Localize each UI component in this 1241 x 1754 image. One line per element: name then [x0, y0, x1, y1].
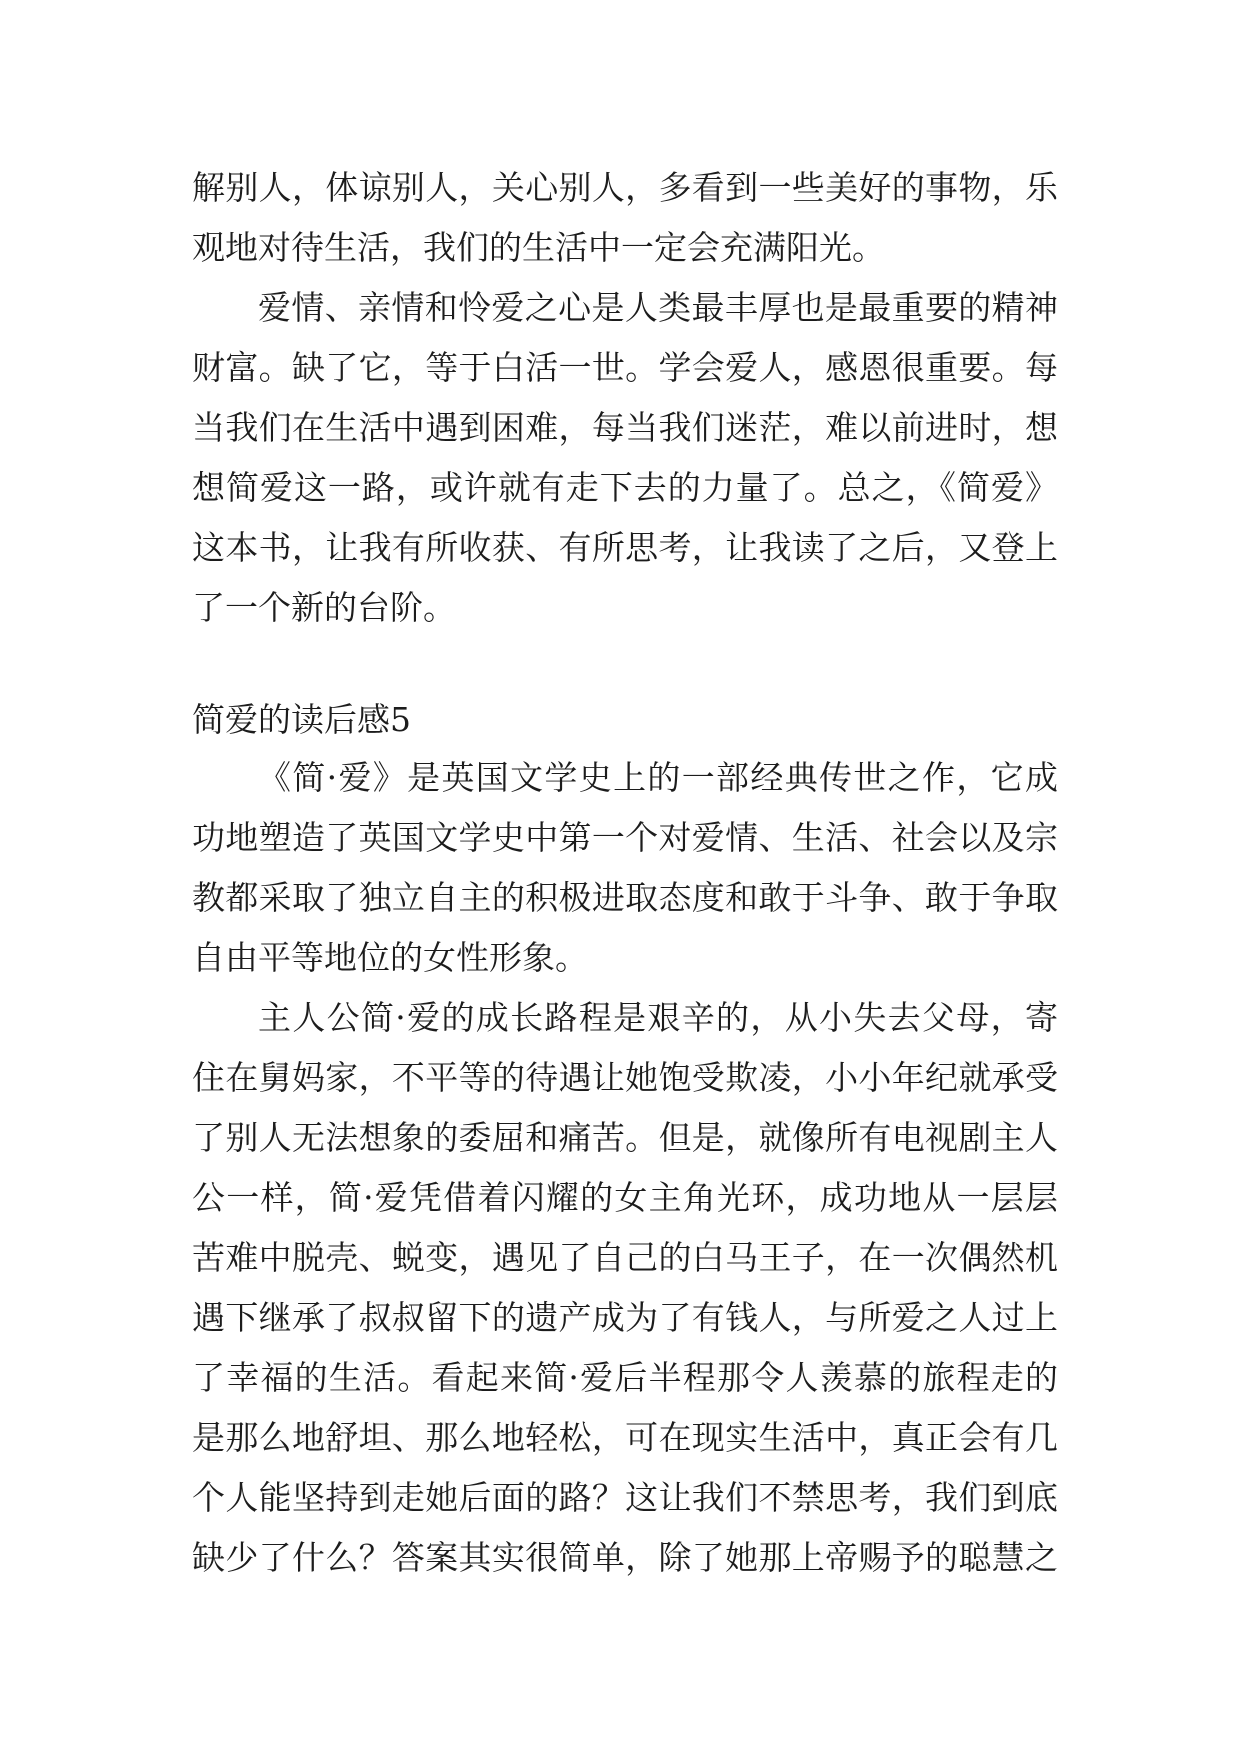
- text-line: 功地塑造了英国文学史中第一个对爱情、生活、社会以及宗: [192, 818, 1058, 857]
- text-line: 想简爱这一路，或许就有走下去的力量了。总之，《简爱》: [192, 468, 1058, 507]
- text-line: 个人能坚持到走她后面的路？这让我们不禁思考，我们到底: [192, 1478, 1058, 1517]
- text-line: 解别人，体谅别人，关心别人，多看到一些美好的事物，乐: [192, 168, 1058, 207]
- text-line: 自由平等地位的女性形象。: [192, 938, 588, 977]
- text-line: 了幸福的生活。看起来简·爱后半程那令人羡慕的旅程走的: [192, 1358, 1058, 1397]
- paragraph-first-line: 爱情、亲情和怜爱之心是人类最丰厚也是最重要的精神: [258, 288, 1058, 327]
- paragraph-first-line: 主人公简·爱的成长路程是艰辛的，从小失去父母，寄: [258, 998, 1058, 1037]
- text-line: 财富。缺了它，等于白活一世。学会爱人，感恩很重要。每: [192, 348, 1058, 387]
- text-line: 了一个新的台阶。: [192, 588, 456, 627]
- text-line: 这本书，让我有所收获、有所思考，让我读了之后，又登上: [192, 528, 1058, 567]
- paragraph-first-line: 《简·爱》是英国文学史上的一部经典传世之作，它成: [258, 758, 1058, 797]
- text-line: 是那么地舒坦、那么地轻松，可在现实生活中，真正会有几: [192, 1418, 1058, 1457]
- text-line: 遇下继承了叔叔留下的遗产成为了有钱人，与所爱之人过上: [192, 1298, 1058, 1337]
- section-heading: 简爱的读后感5: [192, 700, 411, 739]
- text-line: 当我们在生活中遇到困难，每当我们迷茫，难以前进时，想: [192, 408, 1058, 447]
- text-line: 了别人无法想象的委屈和痛苦。但是，就像所有电视剧主人: [192, 1118, 1058, 1157]
- text-line: 苦难中脱壳、蜕变，遇见了自己的白马王子，在一次偶然机: [192, 1238, 1058, 1277]
- text-line: 缺少了什么？答案其实很简单，除了她那上帝赐予的聪慧之: [192, 1538, 1058, 1577]
- text-line: 教都采取了独立自主的积极进取态度和敢于斗争、敢于争取: [192, 878, 1058, 917]
- text-line: 公一样，简·爱凭借着闪耀的女主角光环，成功地从一层层: [192, 1178, 1058, 1217]
- text-line: 住在舅妈家，不平等的待遇让她饱受欺凌，小小年纪就承受: [192, 1058, 1058, 1097]
- text-line: 观地对待生活，我们的生活中一定会充满阳光。: [192, 228, 885, 267]
